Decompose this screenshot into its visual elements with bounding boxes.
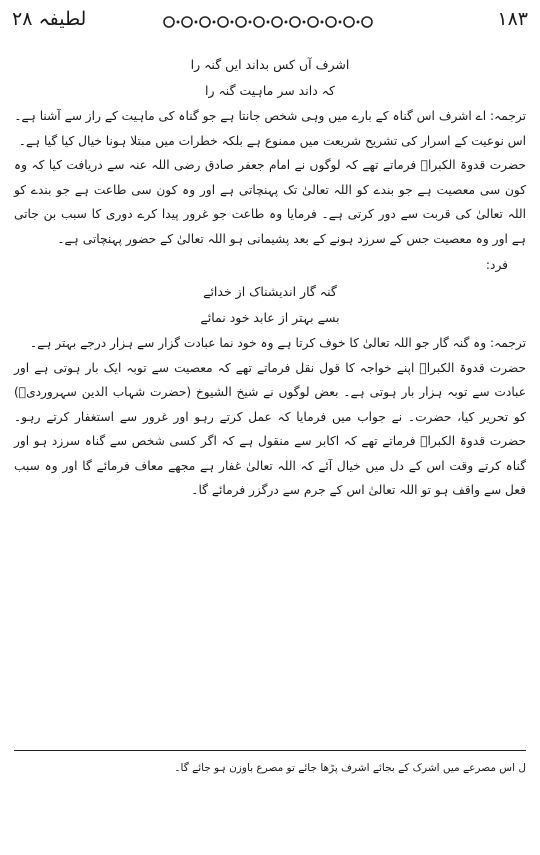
translation-paragraph: ترجمہ: وہ گنہ گار جو اللہ تعالیٰ کا خوف کرتا ہے وہ خود نما عبادت گزار سے ہزار درجے بہتر ہے۔: [30, 336, 526, 350]
verse-line: کہ داند سر ماہیت گنہ را: [204, 83, 336, 98]
verse-line: اشرف آں کس بداند ایں گنہ را: [190, 57, 350, 72]
section-title: لطیفہ ۲۸: [12, 8, 87, 30]
footnote-divider: [14, 750, 526, 751]
fard-label: فرد:: [485, 258, 508, 272]
verse-line: گنہ گار اندیشناک از خدائے: [203, 284, 337, 299]
page-header: [0, 6, 540, 36]
translation-paragraph: ترجمہ: اے اشرف اس گناہ کے بارے میں وہی شخص جانتا ہے جو گناہ کی ماہیت کے راز سے آشنا ہے۔: [14, 109, 526, 123]
verse-line: بسے بہتر از عابد خود نمائے: [200, 310, 340, 325]
footnote: ل اس مصرعے میں اشرک کے بجائے اشرف پڑھا جائے تو مصرع باوزن ہو جائے گا۔: [174, 762, 526, 774]
paragraph: حضرت قدوۃ الکبراؒ فرماتے تھے کہ لوگوں نے امام جعفر صادق رضی اللہ عنہ سے دریافت کیا کہ وہ کون سی معصیت ہے جو بندے کو اللہ تعالیٰ تک پہنچاتی ہے اور وہ کون سی طاعت ہے جو بندے کو اللہ تعالیٰ کی قربت سے دور کرتی ہے۔ فرمایا وہ طاعت جو غرور پیدا کرے دوری کا سبب بن جاتی ہے اور وہ معصیت جس کے سرزد ہونے کے بعد پشیمانی ہو اللہ تعالیٰ کے حضور پہنچاتی ہے۔: [14, 158, 526, 246]
paragraph: حضرت قدوۃ الکبراؒ اپنے خواجہ کا قول نقل فرماتے تھے کہ معصیت سے توبہ ایک بار ہوتی ہے اور عبادت سے توبہ ہزار بار ہوتی ہے۔ بعض لوگوں نے شیخ الشیوخ (حضرت شہاب الدین سہروردیؒ) کو تحریر کیا، حضرت۔ نے جواب میں فرمایا کہ عمل کرتے رہو اور غرور سے استغفار کرتے رہو۔ حضرت قدوۃ الکبراؒ فرماتے تھے کہ اکابر سے منقول ہے کہ اگر کسی شخص سے گناہ سرزد ہو اور گناہ کرتے وقت اس کے دل میں خیال آئے کہ اللہ تعالیٰ غفار ہے مجھے معاف فرمائے گا اور وہ سبب فعل سے واقف ہو تو اللہ تعالیٰ اس کے جرم سے درگزر فرمائے گا۔: [14, 360, 526, 497]
page-body: [14, 52, 526, 503]
page-number: ۱۸۳: [497, 8, 528, 30]
paragraph: اس نوعیت کے اسرار کی تشریح شریعت میں ممنوع ہے بلکہ خطرات میں مبتلا ہونا خیال کیا گیا ہے۔: [18, 133, 526, 148]
header-ornament: [162, 15, 378, 29]
